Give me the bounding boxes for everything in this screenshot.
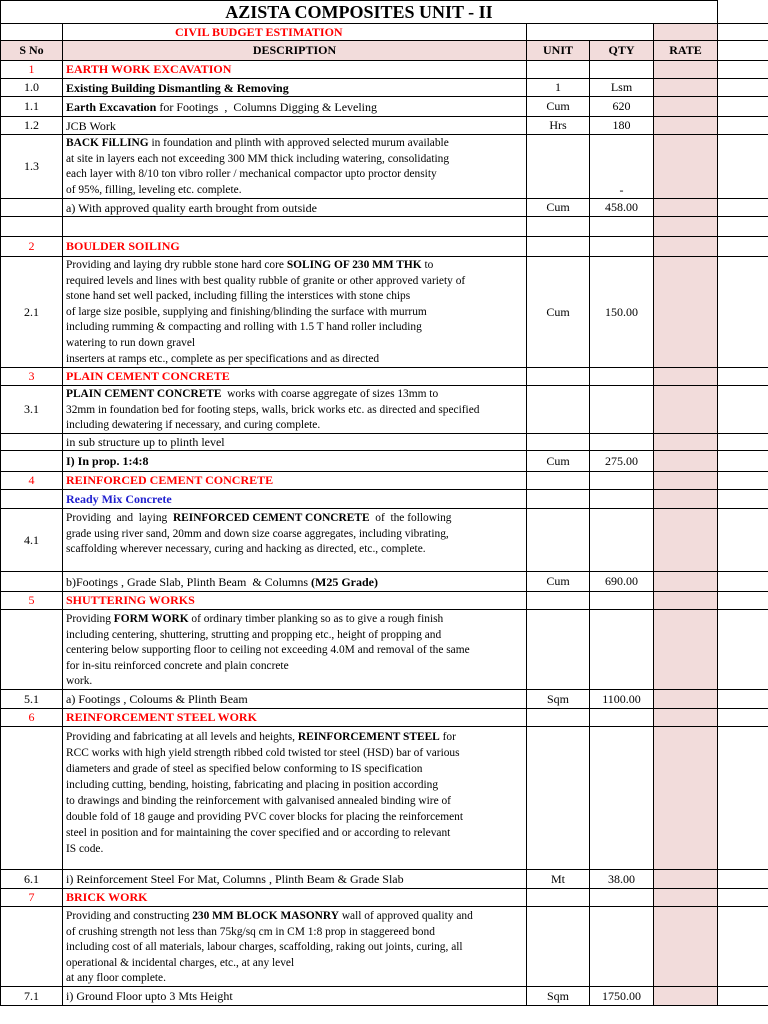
desc-line: including dewatering if necessary, and curing complete. (66, 419, 321, 432)
desc-bold: FORM WORK (113, 613, 189, 625)
section-row (0, 592, 768, 610)
item-qty: Lsm (590, 79, 654, 96)
item-description: i) Reinforcement Steel For Mat, Columns , Plinth Beam & Grade Slab (63, 870, 527, 888)
desc-line: diameters and grade of steel as specified below conforming to IS specification (66, 763, 423, 775)
item-unit: Hrs (527, 117, 590, 134)
table-row (0, 199, 768, 217)
item-description: I) In prop. 1:4:8 (63, 451, 527, 471)
sheet-title: AZISTA COMPOSITES UNIT - II (0, 0, 718, 23)
item-rate (654, 610, 718, 689)
desc-line: watering to run down gravel (66, 336, 196, 349)
item-description: i) Ground Floor upto 3 Mts Height (63, 987, 527, 1005)
desc-line: steel in position and for maintaining the cover specified and or according to relevant (66, 827, 451, 839)
item-number: 3.1 (0, 386, 63, 433)
desc-line: operational & incidental charges, etc., at any level (66, 956, 295, 969)
item-rate (654, 135, 718, 198)
section-title: SHUTTERING WORKS (63, 592, 527, 609)
desc-line: each layer with 8/10 ton vibro roller / mechanical compactor upto proctor density (66, 168, 437, 181)
item-unit: Cum (527, 451, 590, 471)
desc-bold: REINFORCED CEMENT CONCRETE (172, 512, 370, 524)
cell (63, 217, 527, 236)
section-row (0, 889, 768, 907)
desc-line: scaffolding wherever necessary, curing and hacking as directed, etc., complete. (66, 543, 426, 556)
desc-line: wall of approved quality and (338, 910, 473, 922)
item-qty (590, 727, 654, 869)
desc-line: including centering, shuttering, strutting and propping etc., height of propping and (66, 628, 442, 641)
item-number: 6.1 (0, 870, 63, 888)
desc-line: work. (66, 675, 93, 688)
table-row (0, 117, 768, 135)
desc-line: including rumming & compacting and rolling with 1.5 T hand roller including (66, 321, 422, 334)
item-qty (590, 610, 654, 689)
section-row (0, 61, 768, 79)
section-number: 1 (0, 61, 63, 78)
item-rate (654, 386, 718, 433)
item-description (63, 257, 527, 367)
cell (527, 709, 590, 726)
desc-bold: 230 MM BLOCK MASONRY (192, 910, 339, 922)
item-rate (654, 434, 718, 450)
item-description: Existing Building Dismantling & Removing (63, 79, 527, 96)
item-number: 2.1 (0, 257, 63, 367)
section-row (0, 237, 768, 257)
item-number (0, 490, 63, 508)
desc-line: at any floor complete. (66, 972, 166, 985)
header-description: DESCRIPTION (63, 41, 527, 60)
item-rate (654, 870, 718, 888)
item-number (0, 572, 63, 591)
item-unit: Cum (527, 199, 590, 216)
cell (590, 709, 654, 726)
desc-line: to (421, 259, 434, 271)
header-sno: S No (0, 41, 63, 60)
item-qty (590, 509, 654, 571)
item-description: a) With approved quality earth brought from outside (63, 199, 527, 216)
section-number: 6 (0, 709, 63, 726)
cell (527, 592, 590, 609)
item-rate (654, 97, 718, 116)
section-number: 2 (0, 237, 63, 256)
item-unit (527, 386, 590, 433)
table-row (0, 907, 768, 987)
item-description (63, 386, 527, 433)
cell (590, 217, 654, 236)
desc-bold: PLAIN CEMENT CONCRETE (66, 388, 222, 400)
item-qty (590, 434, 654, 450)
cell (590, 61, 654, 78)
item-rate (654, 727, 718, 869)
desc-line: to drawings and binding the reinforcement with galvanised annealed binding wire of (66, 795, 451, 807)
item-qty (590, 907, 654, 986)
item-number: 7.1 (0, 987, 63, 1005)
desc-line: 32mm in foundation bed for footing steps, walls, brick works etc. as directed and specified (66, 403, 480, 416)
section-title: PLAIN CEMENT CONCRETE (63, 368, 527, 385)
item-description (63, 907, 527, 986)
item-unit (527, 434, 590, 450)
cell (654, 237, 718, 256)
table-row (0, 135, 768, 199)
section-row (0, 709, 768, 727)
item-description (63, 97, 527, 116)
item-description (63, 727, 527, 869)
table-row (0, 690, 768, 709)
table-row (0, 610, 768, 690)
item-qty: 620 (590, 97, 654, 116)
item-qty: 275.00 (590, 451, 654, 471)
section-row (0, 368, 768, 386)
item-unit: Cum (527, 572, 590, 591)
item-unit (527, 610, 590, 689)
item-rate (654, 79, 718, 96)
desc-bold: Earth Excavation (66, 99, 157, 114)
item-qty: 180 (590, 117, 654, 134)
item-qty: 1750.00 (590, 987, 654, 1005)
desc-bold: SOLING OF 230 MM THK (286, 259, 422, 271)
item-number (0, 434, 63, 450)
item-unit (527, 907, 590, 986)
item-rate (654, 690, 718, 708)
item-qty: 1100.00 (590, 690, 654, 708)
desc-line: Providing (66, 613, 114, 625)
section-title: REINFORCEMENT STEEL WORK (63, 709, 527, 726)
cell (527, 472, 590, 489)
desc-line: for (439, 731, 456, 743)
item-rate (654, 907, 718, 986)
item-number: 1.1 (0, 97, 63, 116)
section-number: 3 (0, 368, 63, 385)
cell (590, 472, 654, 489)
item-description: JCB Work (63, 117, 527, 134)
cell (590, 889, 654, 906)
item-rate (654, 199, 718, 216)
item-number: 5.1 (0, 690, 63, 708)
desc-line: of ordinary timber planking so as to give a rough finish (188, 613, 444, 625)
cell (527, 217, 590, 236)
desc-line: stone hand set well packed, including filling the interstices with stone chips (66, 290, 411, 303)
item-description: a) Footings , Coloums & Plinth Beam (63, 690, 527, 708)
item-rate (654, 509, 718, 571)
desc-bold: REINFORCEMENT STEEL (297, 731, 440, 743)
desc-line: required levels and lines with best quality rubble of granite or other approved variety of (66, 274, 466, 287)
table-row (0, 97, 768, 117)
desc-line: including cutting, bending, hoisting, fabricating and placing in position according (66, 779, 439, 791)
item-number (0, 610, 63, 689)
desc-line: works with coarse aggregate of sizes 13mm to (221, 388, 439, 400)
table-row (0, 490, 768, 509)
table-row (0, 727, 768, 870)
section-number: 7 (0, 889, 63, 906)
item-number (0, 907, 63, 986)
table-row (0, 572, 768, 592)
cell (527, 24, 654, 40)
item-number: 1.3 (0, 135, 63, 198)
cell (654, 61, 718, 78)
desc-text: b)Footings , Grade Slab, Plinth Beam & Columns (66, 574, 311, 589)
desc-line: Providing and laying dry rubble stone hard core (66, 259, 287, 271)
item-unit (527, 727, 590, 869)
item-qty (590, 490, 654, 508)
desc-line: grade using river sand, 20mm and down size coarse aggregates, including vibrating, (66, 527, 449, 540)
section-title: BOULDER SOILING (63, 237, 527, 256)
item-number: 4.1 (0, 509, 63, 571)
cell (654, 889, 718, 906)
table-row (0, 257, 768, 368)
item-description: in sub structure up to plinth level (63, 434, 527, 450)
item-unit: Mt (527, 870, 590, 888)
item-description (63, 135, 527, 198)
item-description (63, 610, 527, 689)
item-rate (654, 490, 718, 508)
item-qty: - (590, 135, 654, 198)
item-rate (654, 257, 718, 367)
section-row (0, 472, 768, 490)
desc-line: IS code. (66, 843, 104, 855)
table-row (0, 79, 768, 97)
cell (654, 24, 718, 40)
desc-line: Providing and constructing (66, 910, 193, 922)
item-qty (590, 386, 654, 433)
desc-line: for in-situ reinforced concrete and plain concrete (66, 659, 289, 672)
item-number (0, 727, 63, 869)
table-row (0, 987, 768, 1006)
item-rate (654, 451, 718, 471)
desc-line: centering below supporting floor to ceiling not exceeding 4.0M and removal of the same (66, 644, 470, 657)
item-description (63, 572, 527, 591)
item-number (0, 451, 63, 471)
desc-line: Providing and laying (66, 512, 173, 524)
sheet-subtitle: CIVIL BUDGET ESTIMATION (63, 24, 527, 40)
cell (654, 217, 718, 236)
desc-line: in foundation and plinth with approved selected murum available (148, 137, 449, 149)
item-rate (654, 572, 718, 591)
cell (0, 24, 63, 40)
desc-line: Providing and fabricating at all levels and heights, (66, 731, 298, 743)
section-title: EARTH WORK EXCAVATION (63, 61, 527, 78)
desc-line: of the following (369, 512, 452, 524)
item-number: 1.2 (0, 117, 63, 134)
cell (590, 368, 654, 385)
item-unit: Sqm (527, 690, 590, 708)
item-rate (654, 987, 718, 1005)
cell (527, 368, 590, 385)
header-qty: QTY (590, 41, 654, 60)
cell (590, 592, 654, 609)
item-qty: 38.00 (590, 870, 654, 888)
item-description (63, 509, 527, 571)
item-number (0, 199, 63, 216)
desc-line: of crushing strength not less than 75kg/sq cm in CM 1:8 prop in staggereed bond (66, 925, 435, 938)
item-rate (654, 117, 718, 134)
desc-line: RCC works with high yield strength ribbed cold twisted tor steel (HSD) bar of various (66, 747, 460, 759)
desc-line: of large size posible, supplying and finishing/blinding the surface with murrum (66, 305, 427, 318)
cell (527, 889, 590, 906)
section-number: 5 (0, 592, 63, 609)
desc-bold: (M25 Grade) (311, 574, 378, 589)
table-row-empty (0, 217, 768, 237)
desc-line: at site in layers each not exceeding 300 MM thick including watering, consolidating (66, 152, 450, 165)
cell (654, 368, 718, 385)
cell (654, 592, 718, 609)
desc-bold: BACK FiLLING (66, 137, 149, 149)
table-row (0, 434, 768, 451)
table-row (0, 386, 768, 434)
subtitle-row (0, 23, 768, 41)
subsection-title: Ready Mix Concrete (63, 490, 527, 508)
cell (0, 217, 63, 236)
table-row (0, 509, 768, 572)
cell (527, 61, 590, 78)
cell (654, 709, 718, 726)
section-title: BRICK WORK (63, 889, 527, 906)
cell (654, 472, 718, 489)
header-rate: RATE (654, 41, 718, 60)
column-header-row (0, 41, 768, 61)
item-unit: 1 (527, 79, 590, 96)
desc-line: inserters at ramps etc., complete as per specifications and as directed (66, 352, 380, 365)
item-unit: Cum (527, 257, 590, 367)
section-number: 4 (0, 472, 63, 489)
item-unit (527, 490, 590, 508)
desc-line: including cost of all materials, labour charges, scaffolding, raking out joints, curing, all (66, 941, 463, 954)
item-qty: 458.00 (590, 199, 654, 216)
cell (590, 237, 654, 256)
item-number: 1.0 (0, 79, 63, 96)
header-unit: UNIT (527, 41, 590, 60)
desc-text: for Footings , Columns Digging & Leveling (156, 99, 378, 114)
table-row (0, 870, 768, 889)
item-unit (527, 135, 590, 198)
cell (527, 237, 590, 256)
table-row (0, 451, 768, 472)
desc-line: double fold of 18 gauge and providing PVC cover blocks for placing the reinforcement (66, 811, 463, 823)
item-qty: 150.00 (590, 257, 654, 367)
item-unit: Sqm (527, 987, 590, 1005)
desc-line: of 95%, filling, leveling etc. complete. (66, 183, 242, 196)
section-title: REINFORCED CEMENT CONCRETE (63, 472, 527, 489)
item-unit (527, 509, 590, 571)
item-qty: 690.00 (590, 572, 654, 591)
item-unit: Cum (527, 97, 590, 116)
